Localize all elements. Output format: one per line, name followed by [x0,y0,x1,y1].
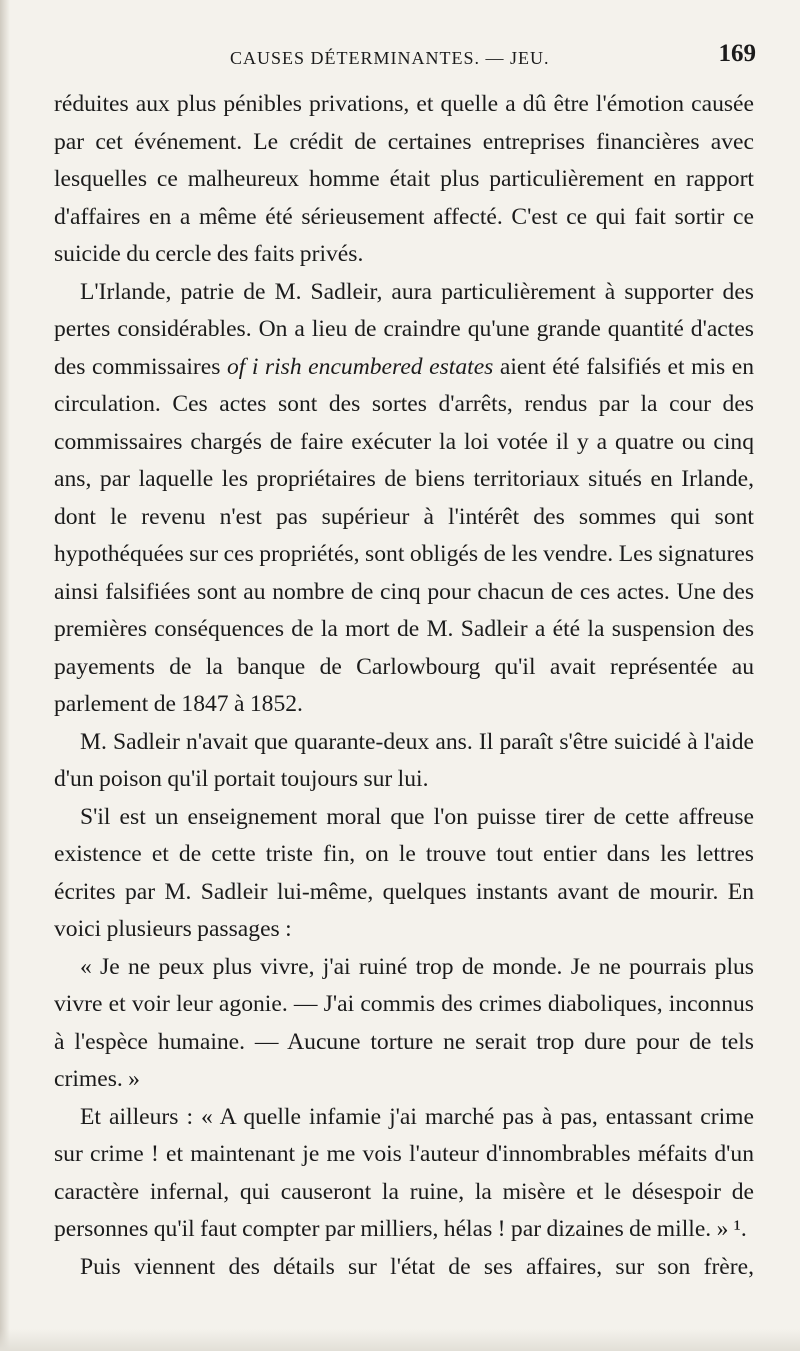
paragraph-text: Et ailleurs : « A quelle infamie j'ai marché pas à pas, entassant crime sur crime ! et maintenant je me vois l'auteur d'innombrables méfaits d'un caractère infernal, qui causeront la ruine, la misère et le désespoir de personnes qu'il faut compter par milliers, hélas ! par dizaines de mille. » ¹. [54,1103,754,1242]
spine-shadow [0,0,10,1351]
paragraph [54,1249,754,1287]
quotation-text: « Je ne peux plus vivre, j'ai ruiné trop de monde. Je ne pourrais plus vivre et voir leur agonie. — J'ai commis des crimes diaboliques, inconnus à l'espèce humaine. — Aucune torture ne serait trop dure pour de tels crimes. » [54,953,754,1092]
quotation [54,949,754,1099]
paragraph-text: L'Irlande, patrie de M. Sadleir, aura particulièrement à supporter des pertes considérables. On a lieu de craindre qu'une grande quantité d'actes des commissaires [54,278,754,380]
paragraph-text: M. Sadleir n'avait que quarante-deux ans. Il paraît s'être suicidé à l'aide d'un poison qu'il portait toujours sur lui. [54,728,754,792]
running-head [54,40,756,76]
paragraph-text: Puis viennent des détails sur l'état de ses affaires, sur son frère, [80,1253,754,1280]
paragraph [54,1099,754,1249]
paragraph-text: aient été falsifiés et mis en circulation. Ces actes sont des sortes d'arrêts, rendus par la cour des commissaires chargés de faire exécuter la loi votée il y a quatre ou cinq ans, par laquelle les propriétaires de biens territoriaux situés en Irlande, dont le revenu n'est pas supérieur à l'intérêt des sommes qui sont hypothéquées sur ces propriétés, sont obligés de les vendre. Les signatures ainsi falsifiées sont au nombre de cinq pour chacun de ces actes. Une des premières conséquences de la mort de M. Sadleir a été la suspension des payements de la banque de Carlowbourg qu'il avait représentée au parlement de 1847 à 1852. [54,353,754,717]
paragraph-text: S'il est un enseignement moral que l'on puisse tirer de cette affreuse existence et de cette triste fin, on le trouve tout entier dans les lettres écrites par M. Sadleir lui-même, quelques instants avant de mourir. En voici plusieurs passages : [54,803,754,942]
paragraph [54,724,754,799]
page-number: 169 [718,40,756,67]
paragraph-text: réduites aux plus pénibles privations, et quelle a dû être l'émotion causée par cet événement. Le crédit de certaines entreprises financières avec lesquelles ce malheureux homme était plus particulièrement en rapport d'affaires en a même été sérieusement affecté. C'est ce qui fait sortir ce suicide du cercle des faits privés. [54,91,754,267]
running-title: CAUSES DÉTERMINANTES. — JEU. [230,48,550,68]
italic-phrase: of i rish encumbered estates [226,353,494,380]
paragraph [54,799,754,949]
page-bottom-edge [0,1329,800,1351]
paragraph [54,86,754,274]
paragraph [54,274,754,724]
body-text [54,86,754,1286]
